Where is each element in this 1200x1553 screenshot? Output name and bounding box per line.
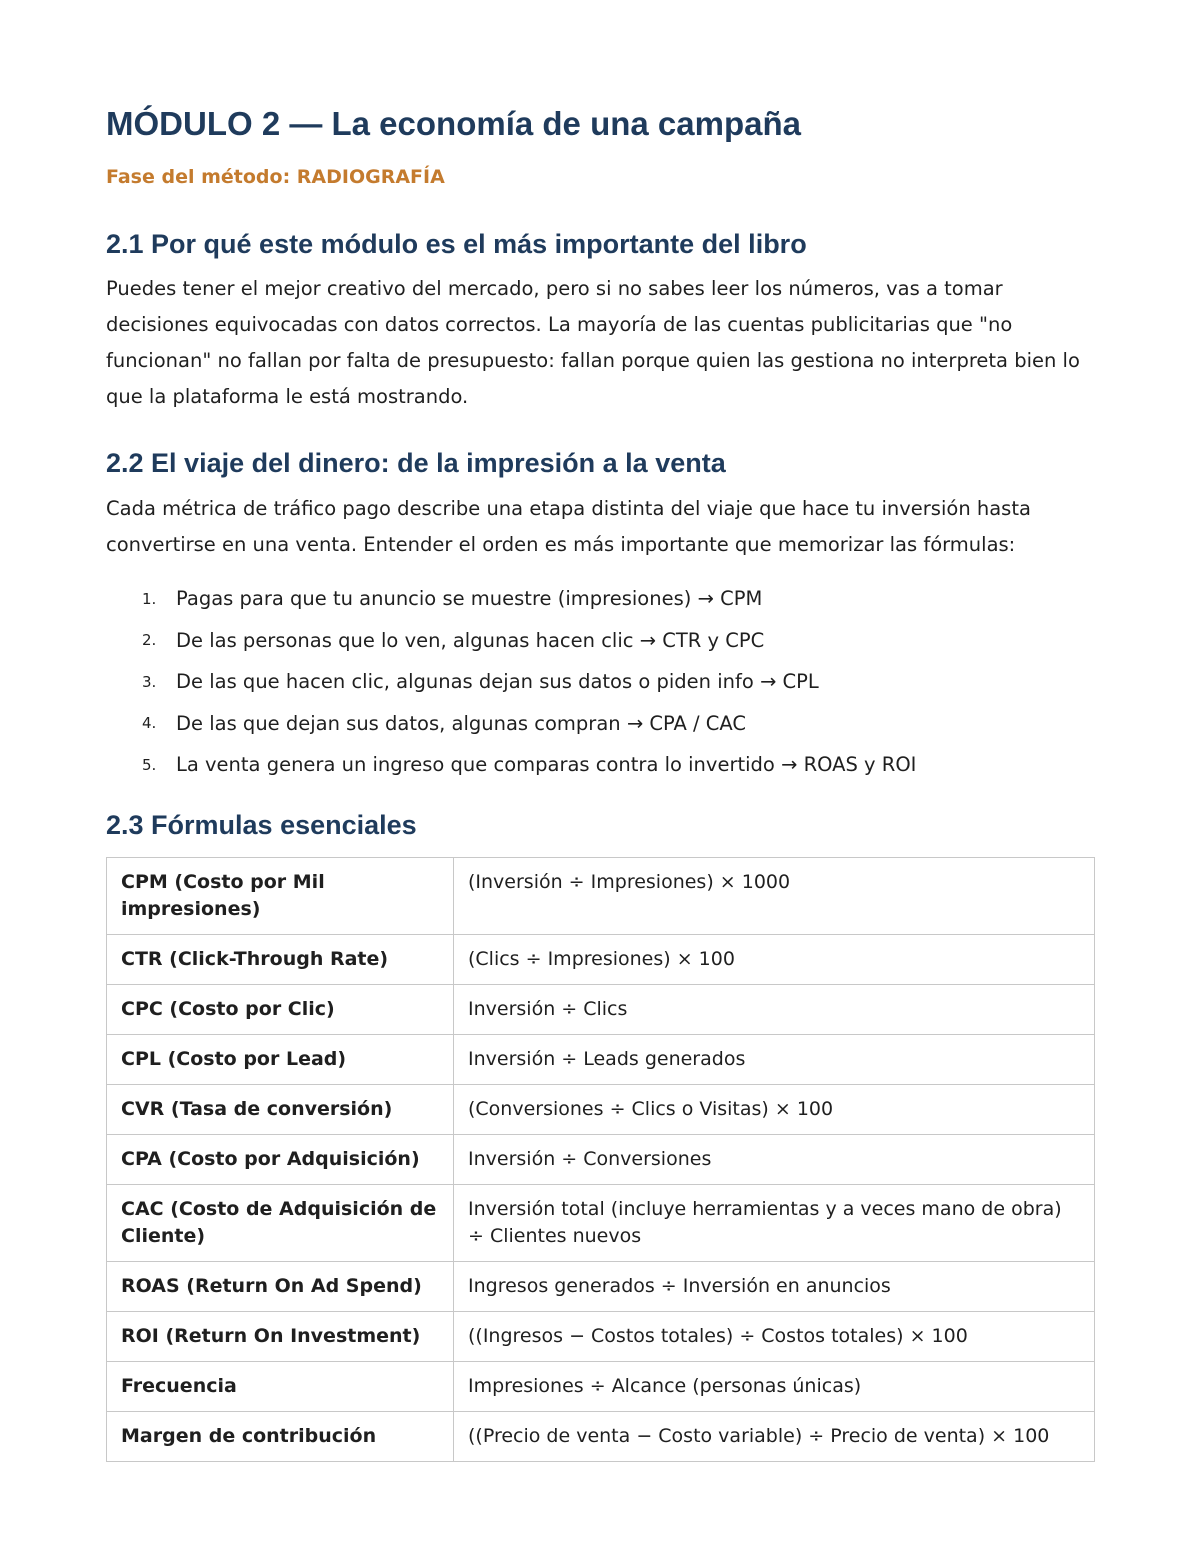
- formulas-table: [106, 857, 1095, 1462]
- metric-name-cell: CVR (Tasa de conversión): [107, 1085, 454, 1135]
- list-item-number: 4.: [142, 714, 157, 733]
- table-row: [107, 1135, 1095, 1185]
- metric-name-cell: CPC (Costo por Clic): [107, 985, 454, 1035]
- table-row: [107, 1312, 1095, 1362]
- money-journey-list: [106, 578, 1095, 786]
- formula-cell: (Conversiones ÷ Clics o Visitas) × 100: [454, 1085, 1095, 1135]
- list-item-text: La venta genera un ingreso que comparas contra lo invertido → ROAS y ROI: [176, 753, 917, 777]
- table-row: [107, 858, 1095, 935]
- metric-name-cell: CTR (Click-Through Rate): [107, 935, 454, 985]
- formula-cell: Ingresos generados ÷ Inversión en anuncios: [454, 1262, 1095, 1312]
- formula-cell: (Inversión ÷ Impresiones) × 1000: [454, 858, 1095, 935]
- list-item: [106, 703, 1095, 745]
- section-heading-2-1: 2.1 Por qué este módulo es el más importante del libro: [106, 229, 807, 259]
- list-item: [106, 744, 1095, 786]
- formula-cell: ((Precio de venta − Costo variable) ÷ Precio de venta) × 100: [454, 1412, 1095, 1462]
- list-item-number: 2.: [142, 631, 157, 650]
- metric-name-cell: Frecuencia: [107, 1362, 454, 1412]
- metric-name-cell: ROAS (Return On Ad Spend): [107, 1262, 454, 1312]
- section-paragraph-2-1: Puedes tener el mejor creativo del mercado, pero si no sabes leer los números, vas a tomar decisiones equivocadas con datos correctos. La mayoría de las cuentas publicitarias que "no funcionan" no fallan por falta de presupuesto: fallan porque quien las gestiona no interpreta bien lo que la plataforma le está mostrando.: [106, 277, 1080, 408]
- formula-cell: Impresiones ÷ Alcance (personas únicas): [454, 1362, 1095, 1412]
- table-row: [107, 1185, 1095, 1262]
- metric-name-cell: CPA (Costo por Adquisición): [107, 1135, 454, 1185]
- table-row: [107, 1412, 1095, 1462]
- table-row: [107, 1085, 1095, 1135]
- module-title: MÓDULO 2 — La economía de una campaña: [106, 105, 801, 142]
- list-item: [106, 578, 1095, 620]
- section-heading-2-3: 2.3 Fórmulas esenciales: [106, 810, 417, 840]
- table-row: [107, 985, 1095, 1035]
- list-item-number: 1.: [142, 589, 157, 608]
- method-phase-label: Fase del método: RADIOGRAFÍA: [106, 166, 445, 188]
- list-item-text: Pagas para que tu anuncio se muestre (impresiones) → CPM: [176, 587, 763, 611]
- metric-name-cell: CAC (Costo de Adquisición de Cliente): [107, 1185, 454, 1262]
- list-item-number: 3.: [142, 672, 157, 691]
- metric-name-cell: Margen de contribución: [107, 1412, 454, 1462]
- metric-name-cell: CPL (Costo por Lead): [107, 1035, 454, 1085]
- section-heading-2-2: 2.2 El viaje del dinero: de la impresión a la venta: [106, 448, 726, 478]
- section-paragraph-2-2: Cada métrica de tráfico pago describe una etapa distinta del viaje que hace tu inversión hasta convertirse en una venta. Entender el orden es más importante que memorizar las fórmulas:: [106, 497, 1031, 556]
- list-item-text: De las que hacen clic, algunas dejan sus datos o piden info → CPL: [176, 670, 819, 694]
- list-item-text: De las personas que lo ven, algunas hacen clic → CTR y CPC: [176, 628, 765, 652]
- table-row: [107, 935, 1095, 985]
- table-row: [107, 1035, 1095, 1085]
- list-item: [106, 620, 1095, 662]
- table-row: [107, 1362, 1095, 1412]
- table-row: [107, 1262, 1095, 1312]
- list-item-text: De las que dejan sus datos, algunas compran → CPA / CAC: [176, 711, 747, 735]
- formula-cell: ((Ingresos − Costos totales) ÷ Costos totales) × 100: [454, 1312, 1095, 1362]
- formula-cell: (Clics ÷ Impresiones) × 100: [454, 935, 1095, 985]
- formula-cell: Inversión ÷ Clics: [454, 985, 1095, 1035]
- formula-cell: Inversión ÷ Leads generados: [454, 1035, 1095, 1085]
- metric-name-cell: CPM (Costo por Mil impresiones): [107, 858, 454, 935]
- formula-cell: Inversión ÷ Conversiones: [454, 1135, 1095, 1185]
- metric-name-cell: ROI (Return On Investment): [107, 1312, 454, 1362]
- list-item: [106, 661, 1095, 703]
- formula-cell: Inversión total (incluye herramientas y a veces mano de obra) ÷ Clientes nuevos: [454, 1185, 1095, 1262]
- list-item-number: 5.: [142, 755, 157, 774]
